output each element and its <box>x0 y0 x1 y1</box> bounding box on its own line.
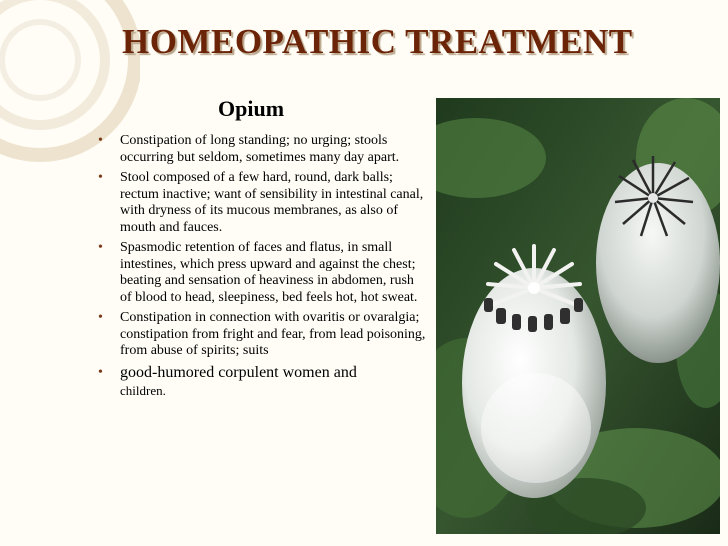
bullet-text-continued: children. <box>120 382 166 398</box>
bullet-text: good-humored corpulent women and <box>120 363 357 381</box>
bullet-dot-icon: • <box>98 364 103 380</box>
bullet-item <box>98 310 428 360</box>
bullet-dot-icon: • <box>98 170 103 185</box>
bullet-dot-icon: • <box>98 240 103 255</box>
bullet-text: Constipation in connection with ovaritis or ovaralgia; constipation from fright and fear, from lead poisoning, from abuse of spirits; suits <box>120 310 426 358</box>
bullet-item <box>98 240 428 306</box>
opium-poppy-photo <box>436 98 720 534</box>
bullet-item <box>98 133 428 166</box>
bullet-dot-icon: • <box>98 310 103 325</box>
bullet-item <box>98 364 428 400</box>
slide-subtitle: Opium <box>218 96 285 121</box>
bullet-text: Spasmodic retention of faces and flatus, in small intestines, which press upward and against the chest; beating and sensation of heaviness in abdomen, rush of blood to head, sleepiness, bed feels hot, hot sweat. <box>120 240 418 305</box>
bullet-text: Stool composed of a few hard, round, dark balls; rectum inactive; want of sensibility in intestinal canal, with dryness of its mucous membranes, as also of mouth and fauces. <box>120 170 424 235</box>
bullet-item <box>98 170 428 236</box>
bullet-text: Constipation of long standing; no urging; stools occurring but seldom, sometimes many day apart. <box>120 133 400 165</box>
bullet-dot-icon: • <box>98 133 103 148</box>
slide-title: HOMEOPATHIC TREATMENT <box>122 22 633 61</box>
bullet-list <box>98 133 428 404</box>
